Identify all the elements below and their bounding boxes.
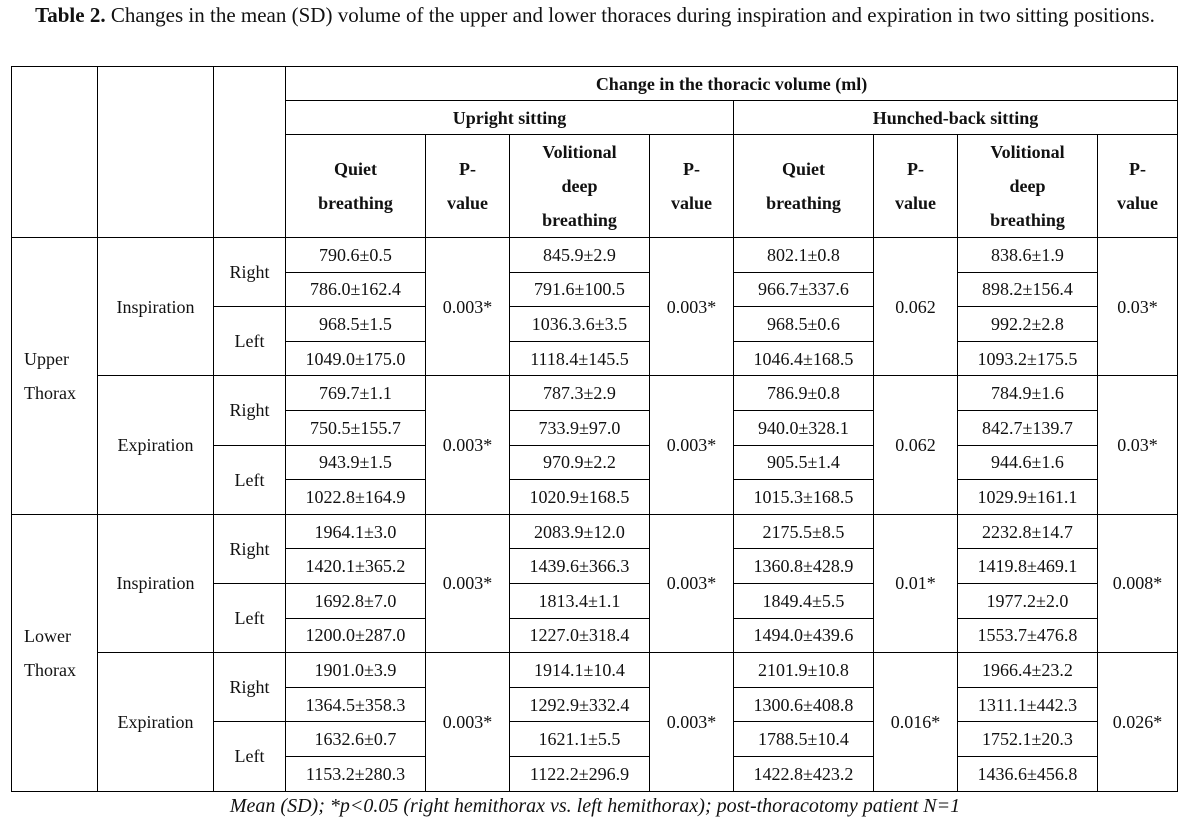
value-cell: 970.9±2.2: [510, 445, 650, 480]
value-cell: 1966.4±23.2: [958, 653, 1098, 688]
header-row-group: [12, 67, 1178, 101]
value-cell: 966.7±337.6: [734, 272, 874, 307]
p-value-cell: 0.026*: [1098, 653, 1178, 791]
header-p-value-hunched-volitional: [1098, 135, 1178, 238]
p-value-cell: 0.03*: [1098, 238, 1178, 376]
value-cell: 1036.3.6±3.5: [510, 307, 650, 342]
side-label-right: Right: [214, 376, 286, 445]
value-cell: 1153.2±280.3: [286, 756, 426, 791]
header-line: breathing: [318, 193, 393, 213]
value-cell: 1788.5±10.4: [734, 722, 874, 757]
value-cell: 802.1±0.8: [734, 238, 874, 273]
phase-label-inspiration: Inspiration: [98, 514, 214, 652]
p-value-cell: 0.008*: [1098, 514, 1178, 652]
empty-header-cell: [98, 67, 214, 238]
empty-header-cell: [12, 67, 98, 238]
value-cell: 2175.5±8.5: [734, 514, 874, 549]
value-cell: 1360.8±428.9: [734, 549, 874, 584]
value-cell: 1439.6±366.3: [510, 549, 650, 584]
header-line: deep: [561, 176, 598, 196]
header-line: breathing: [766, 193, 841, 213]
header-line: P-: [683, 159, 700, 179]
header-line: value: [670, 193, 712, 213]
side-label-left: Left: [214, 445, 286, 514]
header-line: value: [894, 193, 936, 213]
p-value-cell: 0.01*: [874, 514, 958, 652]
thoracic-volume-table: [11, 66, 1178, 792]
value-cell: 1020.9±168.5: [510, 480, 650, 515]
phase-label-expiration: Expiration: [98, 376, 214, 514]
value-cell: 845.9±2.9: [510, 238, 650, 273]
value-cell: 2101.9±10.8: [734, 653, 874, 688]
value-cell: 1632.6±0.7: [286, 722, 426, 757]
value-cell: 1849.4±5.5: [734, 583, 874, 618]
value-cell: 1436.6±456.8: [958, 756, 1098, 791]
value-cell: 1364.5±358.3: [286, 687, 426, 722]
header-volitional-deep-breathing-hunched: [958, 135, 1098, 238]
value-cell: 838.6±1.9: [958, 238, 1098, 273]
value-cell: 786.0±162.4: [286, 272, 426, 307]
phase-label-inspiration: Inspiration: [98, 238, 214, 376]
value-cell: 1420.1±365.2: [286, 549, 426, 584]
table-caption: [10, 1, 1180, 29]
value-cell: 787.3±2.9: [510, 376, 650, 411]
value-cell: 940.0±328.1: [734, 410, 874, 445]
value-cell: 1422.8±423.2: [734, 756, 874, 791]
header-hunched-back-sitting: Hunched-back sitting: [734, 101, 1178, 135]
header-line: Quiet: [782, 159, 825, 179]
p-value-cell: 0.003*: [426, 238, 510, 376]
value-cell: 898.2±156.4: [958, 272, 1098, 307]
table-body: [12, 67, 1178, 792]
header-group-label: Change in the thoracic volume (ml): [286, 67, 1178, 101]
region-label-line: Thorax: [24, 382, 76, 403]
p-value-cell: 0.003*: [650, 514, 734, 652]
value-cell: 943.9±1.5: [286, 445, 426, 480]
value-cell: 1813.4±1.1: [510, 583, 650, 618]
table-label: Table 2.: [35, 3, 106, 27]
value-cell: 1015.3±168.5: [734, 480, 874, 515]
side-label-left: Left: [214, 307, 286, 376]
header-line: Volitional: [990, 142, 1065, 162]
value-cell: 1122.2±296.9: [510, 756, 650, 791]
side-label-right: Right: [214, 653, 286, 722]
p-value-cell: 0.003*: [426, 653, 510, 791]
region-label-upper-thorax: [12, 238, 98, 515]
value-cell: 842.7±139.7: [958, 410, 1098, 445]
value-cell: 786.9±0.8: [734, 376, 874, 411]
value-cell: 1046.4±168.5: [734, 341, 874, 376]
region-label-line: Upper: [24, 348, 69, 369]
side-label-right: Right: [214, 514, 286, 583]
region-label-lower-thorax: [12, 514, 98, 791]
p-value-cell: 0.003*: [650, 238, 734, 376]
value-cell: 905.5±1.4: [734, 445, 874, 480]
value-cell: 1311.1±442.3: [958, 687, 1098, 722]
header-line: P-: [459, 159, 476, 179]
side-label-left: Left: [214, 722, 286, 791]
value-cell: 1621.1±5.5: [510, 722, 650, 757]
value-cell: 1022.8±164.9: [286, 480, 426, 515]
header-p-value-upright-volitional: [650, 135, 734, 238]
table-row: [12, 376, 1178, 411]
p-value-cell: 0.003*: [426, 376, 510, 514]
value-cell: 944.6±1.6: [958, 445, 1098, 480]
header-upright-sitting: Upright sitting: [286, 101, 734, 135]
value-cell: 769.7±1.1: [286, 376, 426, 411]
value-cell: 1029.9±161.1: [958, 480, 1098, 515]
p-value-cell: 0.03*: [1098, 376, 1178, 514]
header-quiet-breathing-upright: [286, 135, 426, 238]
side-label-right: Right: [214, 238, 286, 307]
phase-label-expiration: Expiration: [98, 653, 214, 791]
value-cell: 2083.9±12.0: [510, 514, 650, 549]
value-cell: 1292.9±332.4: [510, 687, 650, 722]
header-volitional-deep-breathing-upright: [510, 135, 650, 238]
header-line: P-: [1129, 159, 1147, 179]
value-cell: 1118.4±145.5: [510, 341, 650, 376]
value-cell: 1049.0±175.0: [286, 341, 426, 376]
value-cell: 1093.2±175.5: [958, 341, 1098, 376]
value-cell: 1200.0±287.0: [286, 618, 426, 653]
header-line: value: [1117, 193, 1159, 213]
header-line: deep: [1009, 176, 1046, 196]
p-value-cell: 0.062: [874, 376, 958, 514]
value-cell: 1227.0±318.4: [510, 618, 650, 653]
header-line: breathing: [990, 210, 1065, 230]
value-cell: 1752.1±20.3: [958, 722, 1098, 757]
value-cell: 2232.8±14.7: [958, 514, 1098, 549]
value-cell: 1964.1±3.0: [286, 514, 426, 549]
value-cell: 784.9±1.6: [958, 376, 1098, 411]
value-cell: 750.5±155.7: [286, 410, 426, 445]
p-value-cell: 0.003*: [650, 376, 734, 514]
header-p-value-hunched-quiet: [874, 135, 958, 238]
table-row: [12, 238, 1178, 273]
p-value-cell: 0.003*: [426, 514, 510, 652]
header-line: value: [446, 193, 488, 213]
table-footnote: Mean (SD); *p<0.05 (right hemithorax vs. left hemithorax); post-thoracotomy patient N=1: [229, 795, 961, 817]
side-label-left: Left: [214, 583, 286, 652]
value-cell: 1300.6±408.8: [734, 687, 874, 722]
header-line: Quiet: [334, 159, 377, 179]
value-cell: 791.6±100.5: [510, 272, 650, 307]
table-row: [12, 514, 1178, 549]
header-quiet-breathing-hunched: [734, 135, 874, 238]
value-cell: 790.6±0.5: [286, 238, 426, 273]
header-line: Volitional: [542, 142, 617, 162]
header-line: P-: [907, 159, 924, 179]
value-cell: 1553.7±476.8: [958, 618, 1098, 653]
value-cell: 968.5±0.6: [734, 307, 874, 342]
table-caption-text: Changes in the mean (SD) volume of the upper and lower thoraces during inspiration and expiration in two sitting positions.: [105, 3, 1155, 27]
value-cell: 1901.0±3.9: [286, 653, 426, 688]
region-label-line: Thorax: [24, 659, 76, 680]
value-cell: 1977.2±2.0: [958, 583, 1098, 618]
header-line: breathing: [542, 210, 617, 230]
region-label-line: Lower: [24, 625, 71, 646]
value-cell: 1494.0±439.6: [734, 618, 874, 653]
empty-header-cell: [214, 67, 286, 238]
p-value-cell: 0.062: [874, 238, 958, 376]
header-p-value-upright-quiet: [426, 135, 510, 238]
value-cell: 1419.8±469.1: [958, 549, 1098, 584]
p-value-cell: 0.016*: [874, 653, 958, 791]
table-row: [12, 653, 1178, 688]
value-cell: 1692.8±7.0: [286, 583, 426, 618]
value-cell: 1914.1±10.4: [510, 653, 650, 688]
p-value-cell: 0.003*: [650, 653, 734, 791]
value-cell: 992.2±2.8: [958, 307, 1098, 342]
value-cell: 968.5±1.5: [286, 307, 426, 342]
value-cell: 733.9±97.0: [510, 410, 650, 445]
